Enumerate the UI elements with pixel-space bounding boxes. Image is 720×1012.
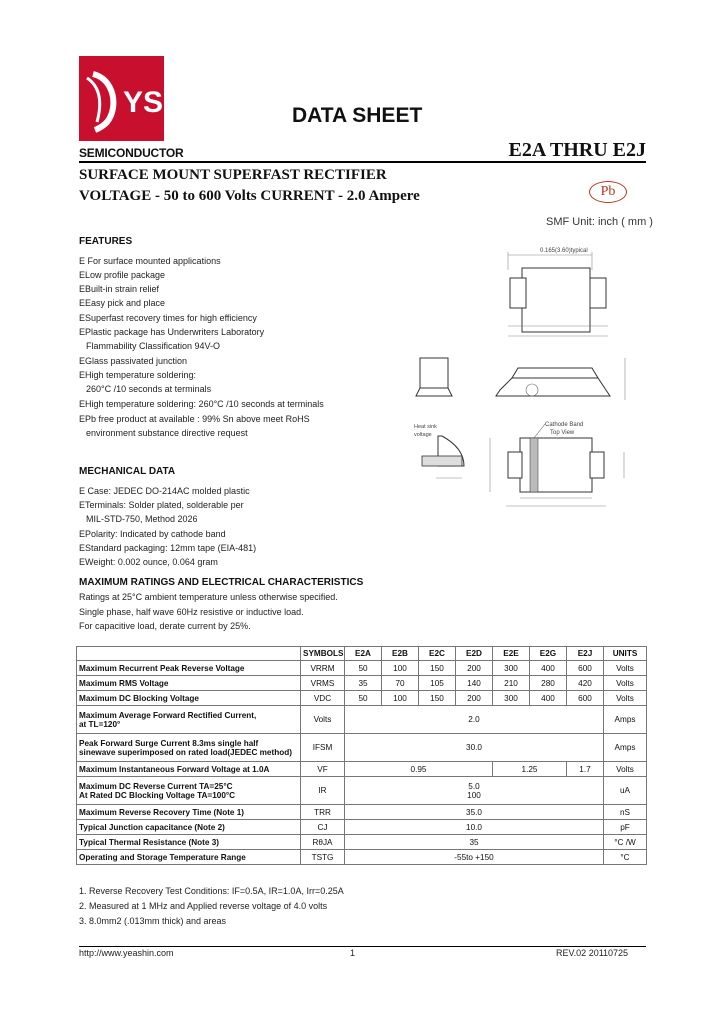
feature-line: EEasy pick and place: [79, 298, 166, 308]
value-cell: 105: [419, 676, 456, 691]
symbol-cell: CJ: [301, 820, 345, 835]
param-cell: [77, 706, 301, 734]
unit-cell: pF: [604, 820, 647, 835]
header-cell: SYMBOLS: [301, 647, 345, 661]
symbol-cell: VRMS: [301, 676, 345, 691]
param-cell: Maximum DC Blocking Voltage: [77, 691, 301, 706]
ratings-note: Ratings at 25°C ambient temperature unless otherwise specified.: [79, 592, 338, 602]
value-cell: 150: [419, 691, 456, 706]
note-line: 3. 8.0mm2 (.013mm thick) and areas: [79, 916, 227, 926]
electrical-characteristics-table: [76, 646, 647, 865]
top-dimension-label: 0.165(3.60)typical: [540, 248, 588, 254]
value-cell: 0.95: [345, 762, 493, 777]
symbol-cell: RθJA: [301, 835, 345, 850]
param-cell: Maximum RMS Voltage: [77, 676, 301, 691]
note-line: 2. Measured at 1 MHz and Applied reverse voltage of 4.0 volts: [79, 901, 328, 911]
value-cell: 420: [567, 676, 604, 691]
company-logo: [79, 56, 164, 141]
param-cell: Typical Thermal Resistance (Note 3): [77, 835, 301, 850]
value-cell: 400: [530, 661, 567, 676]
mechanical-line: ETerminals: Solder plated, solderable per: [79, 500, 244, 510]
mechanical-line: E Case: JEDEC DO-214AC molded plastic: [79, 486, 250, 496]
feature-line: E For surface mounted applications: [79, 256, 221, 266]
unit-cell: Volts: [604, 691, 647, 706]
feature-line: EHigh temperature soldering: 260°C /10 seconds at terminals: [79, 399, 324, 409]
symbol-cell: Volts: [301, 706, 345, 734]
value-cell: -55to +150: [345, 850, 604, 865]
ratings-heading: MAXIMUM RATINGS AND ELECTRICAL CHARACTERISTICS: [79, 577, 364, 588]
param-line: Peak Forward Surge Current 8.3ms single half: [79, 738, 259, 748]
unit-cell: Amps: [604, 734, 647, 762]
header-cell: [77, 647, 301, 661]
param-line: Maximum Average Forward Rectified Current,: [79, 710, 257, 720]
symbol-cell: IR: [301, 777, 345, 805]
value-cell: 600: [567, 691, 604, 706]
table-row: [77, 676, 647, 691]
value-cell: 100: [382, 661, 419, 676]
value-cell: [345, 777, 604, 805]
table-row: [77, 762, 647, 777]
table-row: [77, 777, 647, 805]
value-cell: 1.7: [567, 762, 604, 777]
unit-cell: uA: [604, 777, 647, 805]
header-cell: E2J: [567, 647, 604, 661]
value-cell: 1.25: [493, 762, 567, 777]
unit-cell: Volts: [604, 661, 647, 676]
mechanical-line: MIL-STD-750, Method 2026: [86, 514, 198, 524]
header-cell: E2C: [419, 647, 456, 661]
feature-line: 260°C /10 seconds at terminals: [86, 384, 212, 394]
value-cell: 150: [419, 661, 456, 676]
value-cell: 200: [456, 661, 493, 676]
value-cell: 100: [382, 691, 419, 706]
voltage-label: voltage: [414, 432, 432, 438]
feature-line: Flammability Classification 94V-O: [86, 341, 221, 351]
value-cell: 50: [345, 691, 382, 706]
mechanical-line: EStandard packaging: 12mm tape (EIA-481): [79, 543, 257, 553]
note-line: 1. Reverse Recovery Test Conditions: IF=0.5A, IR=1.0A, Irr=0.25A: [79, 886, 344, 896]
param-line: Maximum DC Reverse Current TA=25°C: [79, 781, 233, 791]
part-range: E2A THRU E2J: [508, 139, 646, 161]
unit-cell: °C /W: [604, 835, 647, 850]
header-cell: E2A: [345, 647, 382, 661]
table-row: [77, 850, 647, 865]
mechanical-heading: MECHANICAL DATA: [79, 466, 176, 477]
value-cell: 70: [382, 676, 419, 691]
table-row: [77, 734, 647, 762]
header-cell: UNITS: [604, 647, 647, 661]
table-row: [77, 706, 647, 734]
voltage-current-line: VOLTAGE - 50 to 600 Volts CURRENT - 2.0 Ampere: [79, 188, 420, 204]
table-row: [77, 820, 647, 835]
param-cell: [77, 734, 301, 762]
value-cell: 10.0: [345, 820, 604, 835]
symbol-cell: TSTG: [301, 850, 345, 865]
package-outline-drawing: [400, 240, 650, 520]
table-row: [77, 691, 647, 706]
feature-line: EHigh temperature soldering:: [79, 370, 197, 380]
header-cell: E2D: [456, 647, 493, 661]
header-cell: E2E: [493, 647, 530, 661]
value-cell: 35.0: [345, 805, 604, 820]
value-line: 100: [467, 790, 481, 800]
unit-cell: Volts: [604, 676, 647, 691]
table-row: [77, 835, 647, 850]
value-cell: 30.0: [345, 734, 604, 762]
company-name: SEMICONDUCTOR: [79, 146, 184, 160]
param-line: At Rated DC Blocking Voltage TA=100°C: [79, 790, 236, 800]
param-cell: Typical Junction capacitance (Note 2): [77, 820, 301, 835]
param-cell: [77, 777, 301, 805]
symbol-cell: VRRM: [301, 661, 345, 676]
param-cell: Maximum Reverse Recovery Time (Note 1): [77, 805, 301, 820]
param-line: at TL=120°: [79, 719, 121, 729]
feature-line: EPlastic package has Underwriters Laboratory: [79, 327, 265, 337]
table-header-row: [77, 647, 647, 661]
feature-line: EPb free product at available : 99% Sn above meet RoHS: [79, 414, 310, 424]
param-line: sinewave superimposed on rated load(JEDEC method): [79, 747, 292, 757]
pb-free-badge: Pb: [589, 181, 627, 203]
mechanical-line: EWeight: 0.002 ounce, 0.064 gram: [79, 557, 218, 567]
value-cell: 600: [567, 661, 604, 676]
feature-line: ELow profile package: [79, 270, 166, 280]
product-title: SURFACE MOUNT SUPERFAST RECTIFIER: [79, 167, 387, 183]
page-number: 1: [350, 948, 356, 958]
value-cell: 140: [456, 676, 493, 691]
header-divider: [79, 161, 646, 163]
ratings-note: Single phase, half wave 60Hz resistive or inductive load.: [79, 607, 304, 617]
footer-url[interactable]: http://www.yeashin.com: [79, 948, 174, 958]
value-cell: 35: [345, 676, 382, 691]
symbol-cell: IFSM: [301, 734, 345, 762]
param-cell: Operating and Storage Temperature Range: [77, 850, 301, 865]
revision-label: REV.02 20110725: [556, 948, 629, 958]
footer-divider: [79, 946, 646, 947]
symbol-cell: TRR: [301, 805, 345, 820]
value-cell: 200: [456, 691, 493, 706]
logo-text: YS: [123, 86, 164, 119]
value-cell: 2.0: [345, 706, 604, 734]
ratings-note: For capacitive load, derate current by 25%.: [79, 621, 251, 631]
param-cell: Maximum Recurrent Peak Reverse Voltage: [77, 661, 301, 676]
heat-sink-label: Heat sink: [414, 424, 437, 430]
value-cell: 300: [493, 691, 530, 706]
features-heading: FEATURES: [79, 236, 133, 247]
logo-mark-icon: [79, 56, 164, 141]
header-cell: E2B: [382, 647, 419, 661]
cathode-band-label: Cathode Band: [545, 422, 584, 428]
feature-line: ESuperfast recovery times for high efficiency: [79, 313, 257, 323]
value-cell: 210: [493, 676, 530, 691]
mechanical-line: EPolarity: Indicated by cathode band: [79, 529, 226, 539]
value-line: 5.0: [468, 781, 480, 791]
value-cell: 35: [345, 835, 604, 850]
param-cell: Maximum Instantaneous Forward Voltage at 1.0A: [77, 762, 301, 777]
symbol-cell: VDC: [301, 691, 345, 706]
value-cell: 400: [530, 691, 567, 706]
top-view-label: Top View: [550, 430, 575, 436]
unit-cell: nS: [604, 805, 647, 820]
value-cell: 280: [530, 676, 567, 691]
feature-line: environment substance directive request: [86, 428, 248, 438]
table-row: [77, 805, 647, 820]
value-cell: 300: [493, 661, 530, 676]
page-title: DATA SHEET: [292, 104, 423, 127]
table-row: [77, 661, 647, 676]
value-cell: 50: [345, 661, 382, 676]
package-note: SMF Unit: inch ( mm ): [546, 216, 653, 228]
header-cell: E2G: [530, 647, 567, 661]
symbol-cell: VF: [301, 762, 345, 777]
unit-cell: Volts: [604, 762, 647, 777]
feature-line: EGlass passivated junction: [79, 356, 188, 366]
feature-line: EBuilt-in strain relief: [79, 284, 160, 294]
unit-cell: Amps: [604, 706, 647, 734]
unit-cell: °C: [604, 850, 647, 865]
